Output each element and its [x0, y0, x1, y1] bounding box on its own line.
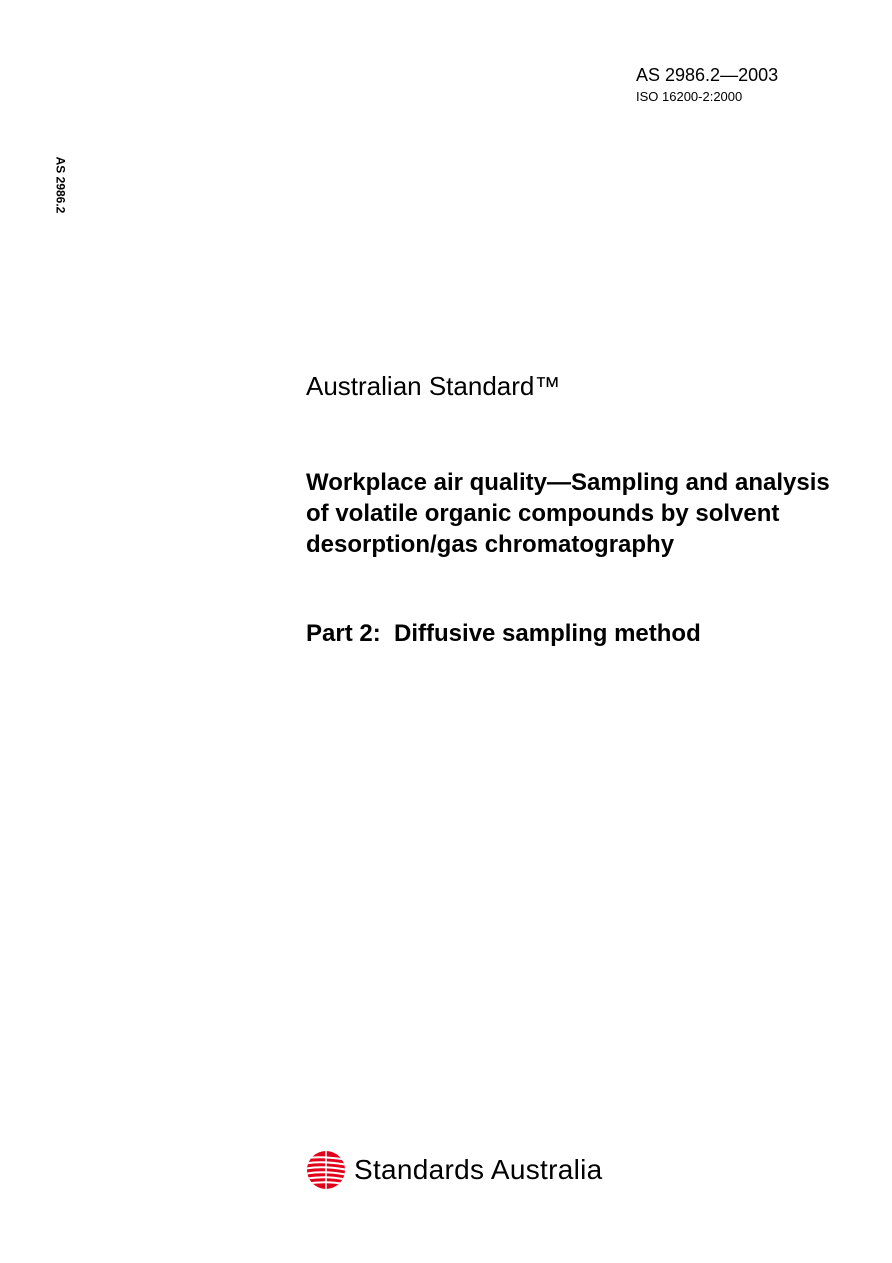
brand-title: Australian Standard™	[306, 371, 561, 401]
standard-number: AS 2986.2—2003	[636, 65, 779, 85]
standards-australia-logo	[306, 1148, 603, 1192]
logo-wordmark: Standards Australia	[354, 1154, 603, 1185]
spine-label-text: AS 2986.2	[53, 156, 67, 214]
document-title: Workplace air quality—Sampling and analysis of volatile organic compounds by solvent desorption/gas chromatography	[306, 469, 830, 558]
standards-australia-logo-icon	[306, 1150, 346, 1190]
spine-label	[50, 150, 70, 220]
document-part-title: Part 2: Diffusive sampling method	[306, 620, 701, 647]
iso-number: ISO 16200-2:2000	[636, 89, 743, 104]
